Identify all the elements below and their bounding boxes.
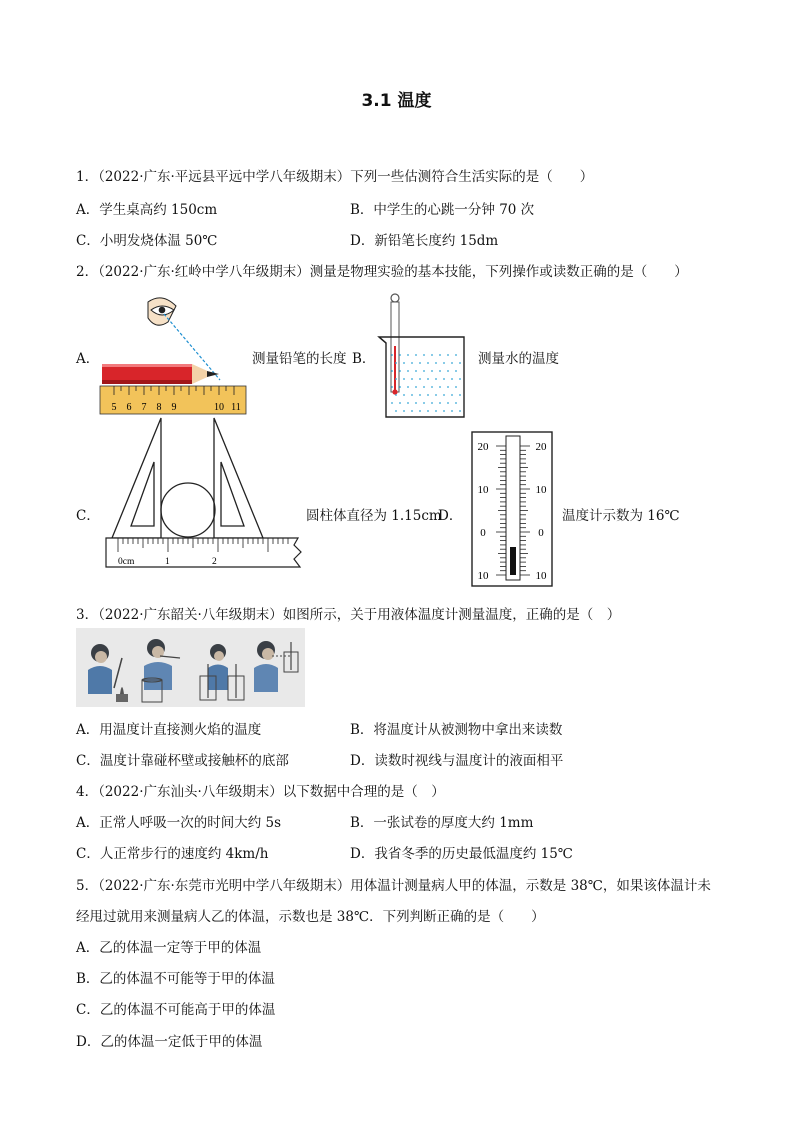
set-square-cylinder-figure bbox=[104, 414, 304, 578]
measurement-scenes-figure bbox=[76, 628, 305, 707]
q1-option-c: C．小明发烧体温 50℃ bbox=[76, 233, 218, 249]
q2-option-b-caption: 测量水的温度 bbox=[478, 351, 559, 367]
water-dots bbox=[391, 354, 461, 412]
q3-option-c: C．温度计靠碰杯壁或接触杯的底部 bbox=[76, 753, 289, 769]
q1-option-a: A．学生桌高约 150cm bbox=[76, 202, 218, 218]
q2-option-c-caption: 圆柱体直径为 1.15cm bbox=[306, 508, 442, 524]
q2-option-b-label: B． bbox=[352, 351, 376, 367]
q3-stem: 3．（2022·广东韶关·八年级期末）如图所示，关于用液体温度计测量温度，正确的是（ ） bbox=[76, 607, 621, 623]
ruler-tick-label: 10 bbox=[214, 402, 224, 413]
q5-option-d: D．乙的体温一定低于甲的体温 bbox=[76, 1034, 263, 1050]
q2-option-c-label: C． bbox=[76, 508, 100, 524]
q5-stem-line1: 5．（2022·广东·东莞市光明中学八年级期末）用体温计测量病人甲的体温，示数是 38℃，如果该体温计未 bbox=[76, 878, 711, 894]
ruler-tick-label: 2 bbox=[212, 557, 217, 567]
q4-option-a: A．正常人呼吸一次的时间大约 5s bbox=[76, 815, 282, 831]
scale-label-right: 10 bbox=[535, 484, 547, 496]
thermometer-scale-figure bbox=[470, 430, 556, 590]
pencil bbox=[102, 364, 219, 384]
ruler-tick-label: 11 bbox=[231, 402, 241, 413]
q3-option-d: D．读数时视线与温度计的液面相平 bbox=[350, 753, 564, 769]
scale-label-right: 0 bbox=[538, 527, 544, 539]
q4-stem: 4．（2022·广东汕头·八年级期末）以下数据中合理的是（ ） bbox=[76, 784, 445, 800]
scale-label-right: 20 bbox=[535, 441, 547, 453]
ruler-tick-label: 1 bbox=[165, 557, 170, 567]
ruler-tick-label: 8 bbox=[156, 402, 162, 413]
q1-stem: 1．（2022·广东·平远县平远中学八年级期末）下列一些估测符合生活实际的是（ ） bbox=[76, 169, 594, 185]
q2-option-d-label: D． bbox=[438, 508, 463, 524]
thermometer-liquid bbox=[510, 547, 516, 575]
cylinder-cross-section bbox=[161, 483, 215, 537]
eye-icon bbox=[148, 298, 176, 325]
q1-option-d: D．新铅笔长度约 15dm bbox=[350, 233, 499, 249]
q3-option-a: A．用温度计直接测火焰的温度 bbox=[76, 722, 262, 738]
ruler-tick-label: 0cm bbox=[118, 557, 135, 567]
thermometer bbox=[391, 294, 399, 395]
q4-option-b: B．一张试卷的厚度大约 1mm bbox=[350, 815, 534, 831]
q3-option-b: B．将温度计从被测物中拿出来读数 bbox=[350, 722, 563, 738]
scale-label-left: 10 bbox=[477, 484, 489, 496]
q5-option-a: A．乙的体温一定等于甲的体温 bbox=[76, 940, 262, 956]
q1-option-b: B．中学生的心跳一分钟 70 次 bbox=[350, 202, 535, 218]
q5-option-c: C．乙的体温不可能高于甲的体温 bbox=[76, 1002, 276, 1018]
q5-stem-line2: 经甩过就用来测量病人乙的体温，示数也是 38℃．下列判断正确的是（ ） bbox=[76, 909, 545, 925]
ruler-tick-label: 9 bbox=[171, 402, 177, 413]
scale-label-right: 10 bbox=[535, 570, 547, 582]
scale-label-left: 20 bbox=[477, 441, 489, 453]
q2-option-d-caption: 温度计示数为 16℃ bbox=[562, 508, 680, 524]
q2-option-a-label: A． bbox=[76, 351, 100, 367]
beaker-thermometer-figure bbox=[376, 291, 468, 421]
cm-ruler bbox=[106, 538, 301, 567]
q5-option-b: B．乙的体温不可能等于甲的体温 bbox=[76, 971, 275, 987]
page-title: 3.1 温度 bbox=[361, 91, 432, 111]
ruler-tick-label: 7 bbox=[141, 402, 147, 413]
ruler-tick-label: 6 bbox=[126, 402, 132, 413]
q4-option-c: C．人正常步行的速度约 4km/h bbox=[76, 846, 269, 862]
pencil-ruler-figure bbox=[96, 292, 252, 420]
q4-option-d: D．我省冬季的历史最低温度约 15℃ bbox=[350, 846, 573, 862]
q2-stem: 2．（2022·广东·红岭中学八年级期末）测量是物理实验的基本技能，下列操作或读数正确的是（ ） bbox=[76, 264, 688, 280]
scale-label-left: 0 bbox=[480, 527, 486, 539]
q2-option-a-caption: 测量铅笔的长度 bbox=[252, 351, 347, 367]
ruler-tick-label: 5 bbox=[111, 402, 117, 413]
ruler bbox=[100, 386, 246, 414]
scale-label-left: 10 bbox=[477, 570, 489, 582]
